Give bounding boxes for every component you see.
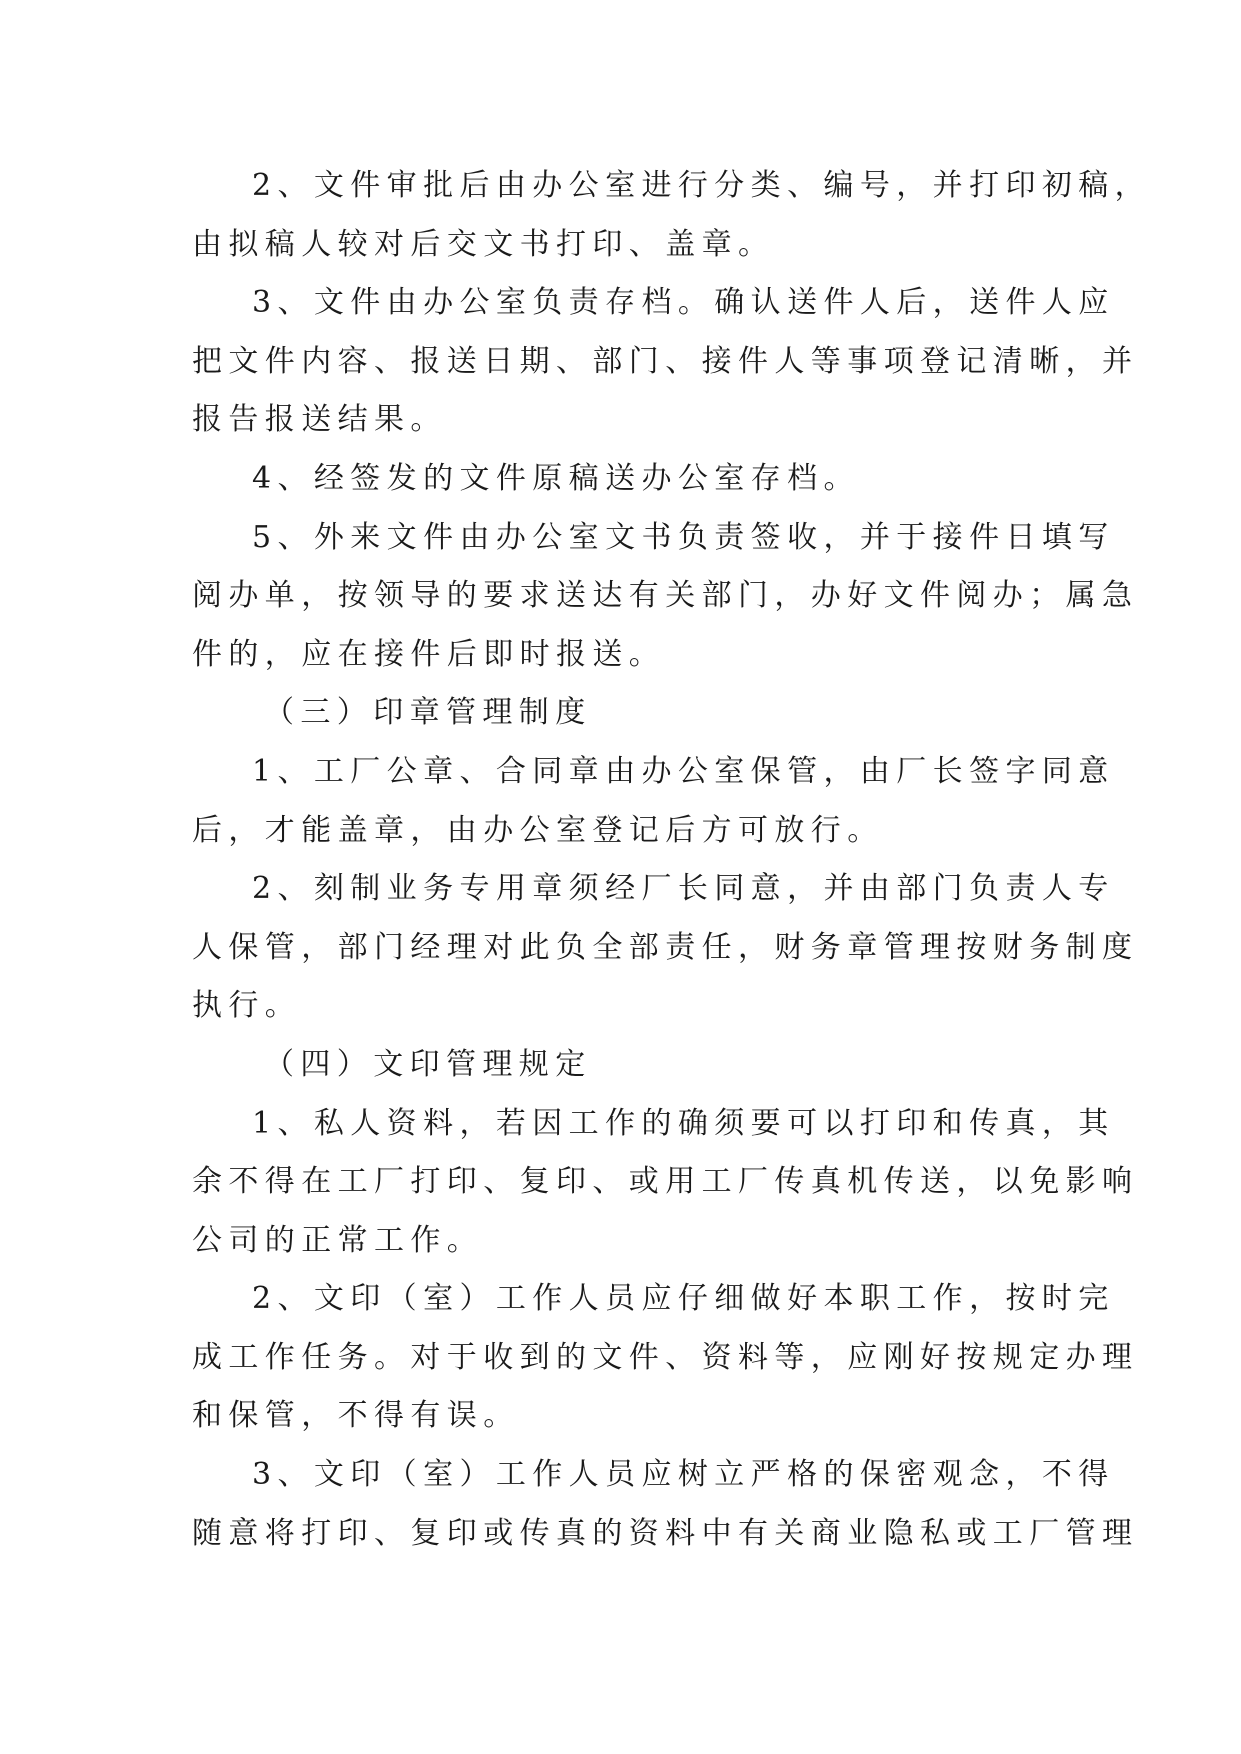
paragraph-line: 后，才能盖章，由办公室登记后方可放行。 (192, 812, 884, 848)
paragraph-line: 3、文印（室）工作人员应树立严格的保密观念，不得 (252, 1457, 1115, 1493)
paragraph-line: 阅办单，按领导的要求送达有关部门，办好文件阅办；属急 (192, 578, 1139, 614)
paragraph-line: 执行。 (192, 988, 302, 1024)
paragraph-line: 人保管，部门经理对此负全部责任，财务章管理按财务制度 (192, 929, 1139, 965)
paragraph-line: 由拟稿人较对后交文书打印、盖章。 (192, 226, 775, 262)
paragraph-line: 2、刻制业务专用章须经厂长同意，并由部门负责人专 (252, 871, 1115, 907)
paragraph-line: 1、工厂公章、合同章由办公室保管，由厂长签字同意 (252, 753, 1115, 789)
paragraph-line: 公司的正常工作。 (192, 1222, 484, 1258)
paragraph-line: 2、文印（室）工作人员应仔细做好本职工作，按时完 (252, 1281, 1115, 1317)
document-page (192, 157, 1152, 1563)
paragraph-line: 把文件内容、报送日期、部门、接件人等事项登记清晰，并 (192, 343, 1139, 379)
paragraph-line: 5、外来文件由办公室文书负责签收，并于接件日填写 (252, 519, 1115, 555)
paragraph-line: 件的，应在接件后即时报送。 (192, 636, 666, 672)
paragraph-line: 1、私人资料，若因工作的确须要可以打印和传真，其 (252, 1105, 1115, 1141)
paragraph-line: 报告报送结果。 (192, 402, 447, 438)
section-heading: （四）文印管理规定 (264, 1046, 592, 1082)
paragraph-line: 随意将打印、复印或传真的资料中有关商业隐私或工厂管理 (192, 1515, 1139, 1551)
paragraph-line: 3、文件由办公室负责存档。确认送件人后，送件人应 (252, 285, 1115, 321)
paragraph-line: 4、经签发的文件原稿送办公室存档。 (252, 460, 860, 496)
paragraph-line: 和保管，不得有误。 (192, 1398, 520, 1434)
paragraph-line: 2、文件审批后由办公室进行分类、编号，并打印初稿， (252, 168, 1152, 203)
paragraph-line: 成工作任务。对于收到的文件、资料等，应刚好按规定办理 (192, 1339, 1139, 1375)
paragraph-line: 余不得在工厂打印、复印、或用工厂传真机传送，以免影响 (192, 1164, 1139, 1200)
section-heading: （三）印章管理制度 (264, 695, 592, 731)
